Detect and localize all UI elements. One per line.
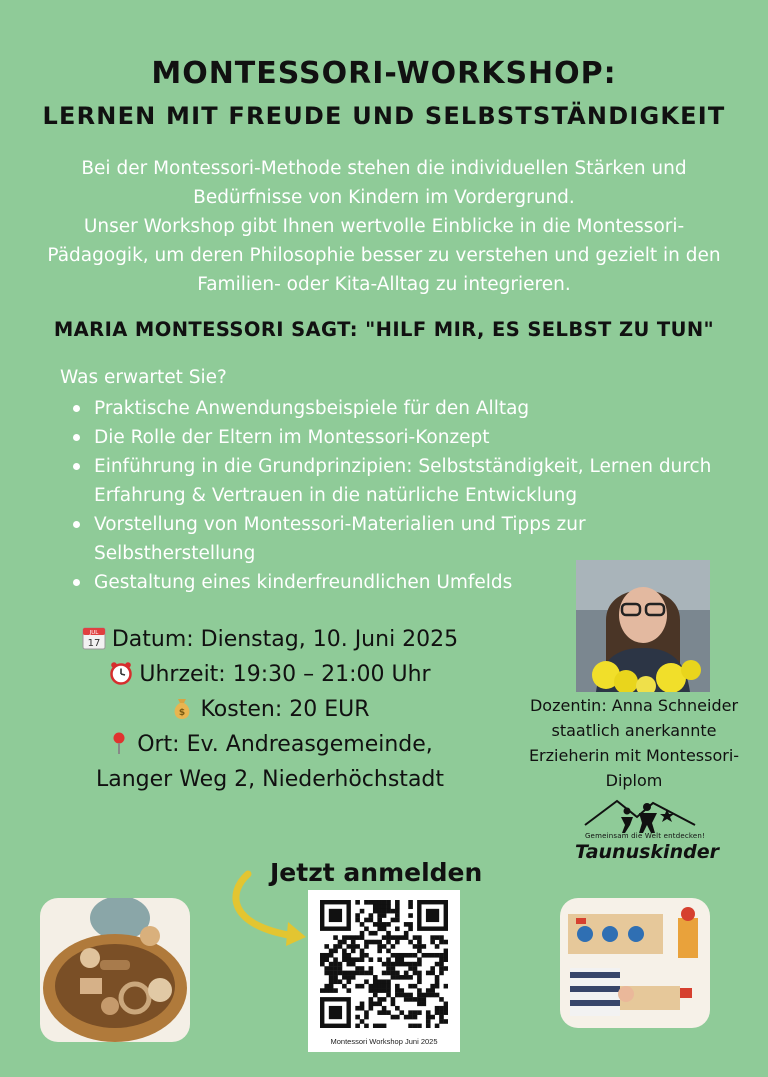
alarm-clock-icon bbox=[109, 661, 133, 685]
register-heading: Jetzt anmelden bbox=[270, 858, 483, 887]
cost-row bbox=[40, 692, 500, 727]
intro-line: Bedürfnisse von Kindern im Vordergrund. bbox=[193, 187, 575, 208]
location-pin-icon bbox=[107, 731, 131, 755]
calendar-day: 17 bbox=[87, 638, 101, 649]
logo-brand: Taunuskinder bbox=[575, 841, 719, 863]
wooden-toys-basket-photo bbox=[40, 898, 190, 1042]
list-item: Vorstellung von Montessori-Materialien und Tipps zur Selbstherstellung bbox=[60, 510, 654, 568]
money-bag-icon bbox=[170, 696, 194, 720]
qr-code-icon[interactable] bbox=[320, 900, 448, 1028]
page-subtitle: LERNEN MIT FREUDE UND SELBSTSTÄNDIGKEIT bbox=[42, 102, 726, 130]
intro-line: Unser Workshop gibt Ihnen wertvolle Einblicke in die Montessori- bbox=[83, 216, 685, 237]
intro-line: Bei der Montessori-Methode stehen die individuellen Stärken und bbox=[81, 158, 687, 179]
intro-text bbox=[8, 154, 760, 299]
taunuskinder-logo bbox=[575, 795, 719, 875]
calendar-month: JUL bbox=[89, 630, 99, 636]
cost-text: Kosten: 20 EUR bbox=[200, 697, 370, 722]
svg-text:$: $ bbox=[179, 708, 186, 718]
date-row bbox=[40, 622, 500, 657]
lecturer-qualification: staatlich anerkannte bbox=[551, 721, 717, 740]
registration-qr-code[interactable] bbox=[308, 890, 460, 1052]
montessori-puzzle-photo bbox=[560, 898, 710, 1028]
lecturer-info bbox=[510, 693, 758, 793]
curved-arrow-icon bbox=[224, 868, 308, 948]
montessori-quote: MARIA MONTESSORI SAGT: "HILF MIR, ES SELBST ZU TUN" bbox=[53, 318, 715, 341]
list-item: Gestaltung eines kinderfreundlichen Umfelds bbox=[60, 568, 720, 597]
time-text: Uhrzeit: 19:30 – 21:00 Uhr bbox=[139, 662, 431, 687]
expectations-heading: Was erwartet Sie? bbox=[60, 367, 227, 388]
page-title: MONTESSORI-WORKSHOP: bbox=[151, 56, 617, 91]
event-details bbox=[40, 622, 500, 797]
location-row-2: Langer Weg 2, Niederhöchstadt bbox=[95, 767, 445, 792]
lecturer-qualification: Erzieherin mit Montessori- bbox=[528, 746, 740, 765]
lecturer-name: Dozentin: Anna Schneider bbox=[529, 696, 739, 715]
lecturer-qualification: Diplom bbox=[605, 771, 663, 790]
qr-caption: Montessori Workshop Juni 2025 bbox=[330, 1037, 438, 1046]
list-item: Die Rolle der Eltern im Montessori-Konzept bbox=[60, 423, 720, 452]
location-text-1: Ort: Ev. Andreasgemeinde, bbox=[137, 732, 433, 757]
intro-line: Pädagogik, um deren Philosophie besser zu verstehen und gezielt in den bbox=[47, 245, 721, 266]
date-text: Datum: Dienstag, 10. Juni 2025 bbox=[111, 627, 459, 652]
list-item: Einführung in die Grundprinzipien: Selbstständigkeit, Lernen durch Erfahrung & Vertrauen in die natürliche Entwicklung bbox=[60, 452, 714, 510]
logo-slogan: Gemeinsam die Welt entdecken! bbox=[584, 832, 706, 840]
location-row bbox=[40, 727, 500, 762]
calendar-icon bbox=[82, 626, 106, 650]
list-item: Praktische Anwendungsbeispiele für den Alltag bbox=[60, 394, 720, 423]
intro-line: Familien- oder Kita-Alltag zu integrieren. bbox=[197, 274, 571, 295]
lecturer-photo bbox=[576, 560, 710, 692]
time-row bbox=[40, 657, 500, 692]
mountain-kids-icon bbox=[575, 795, 715, 835]
